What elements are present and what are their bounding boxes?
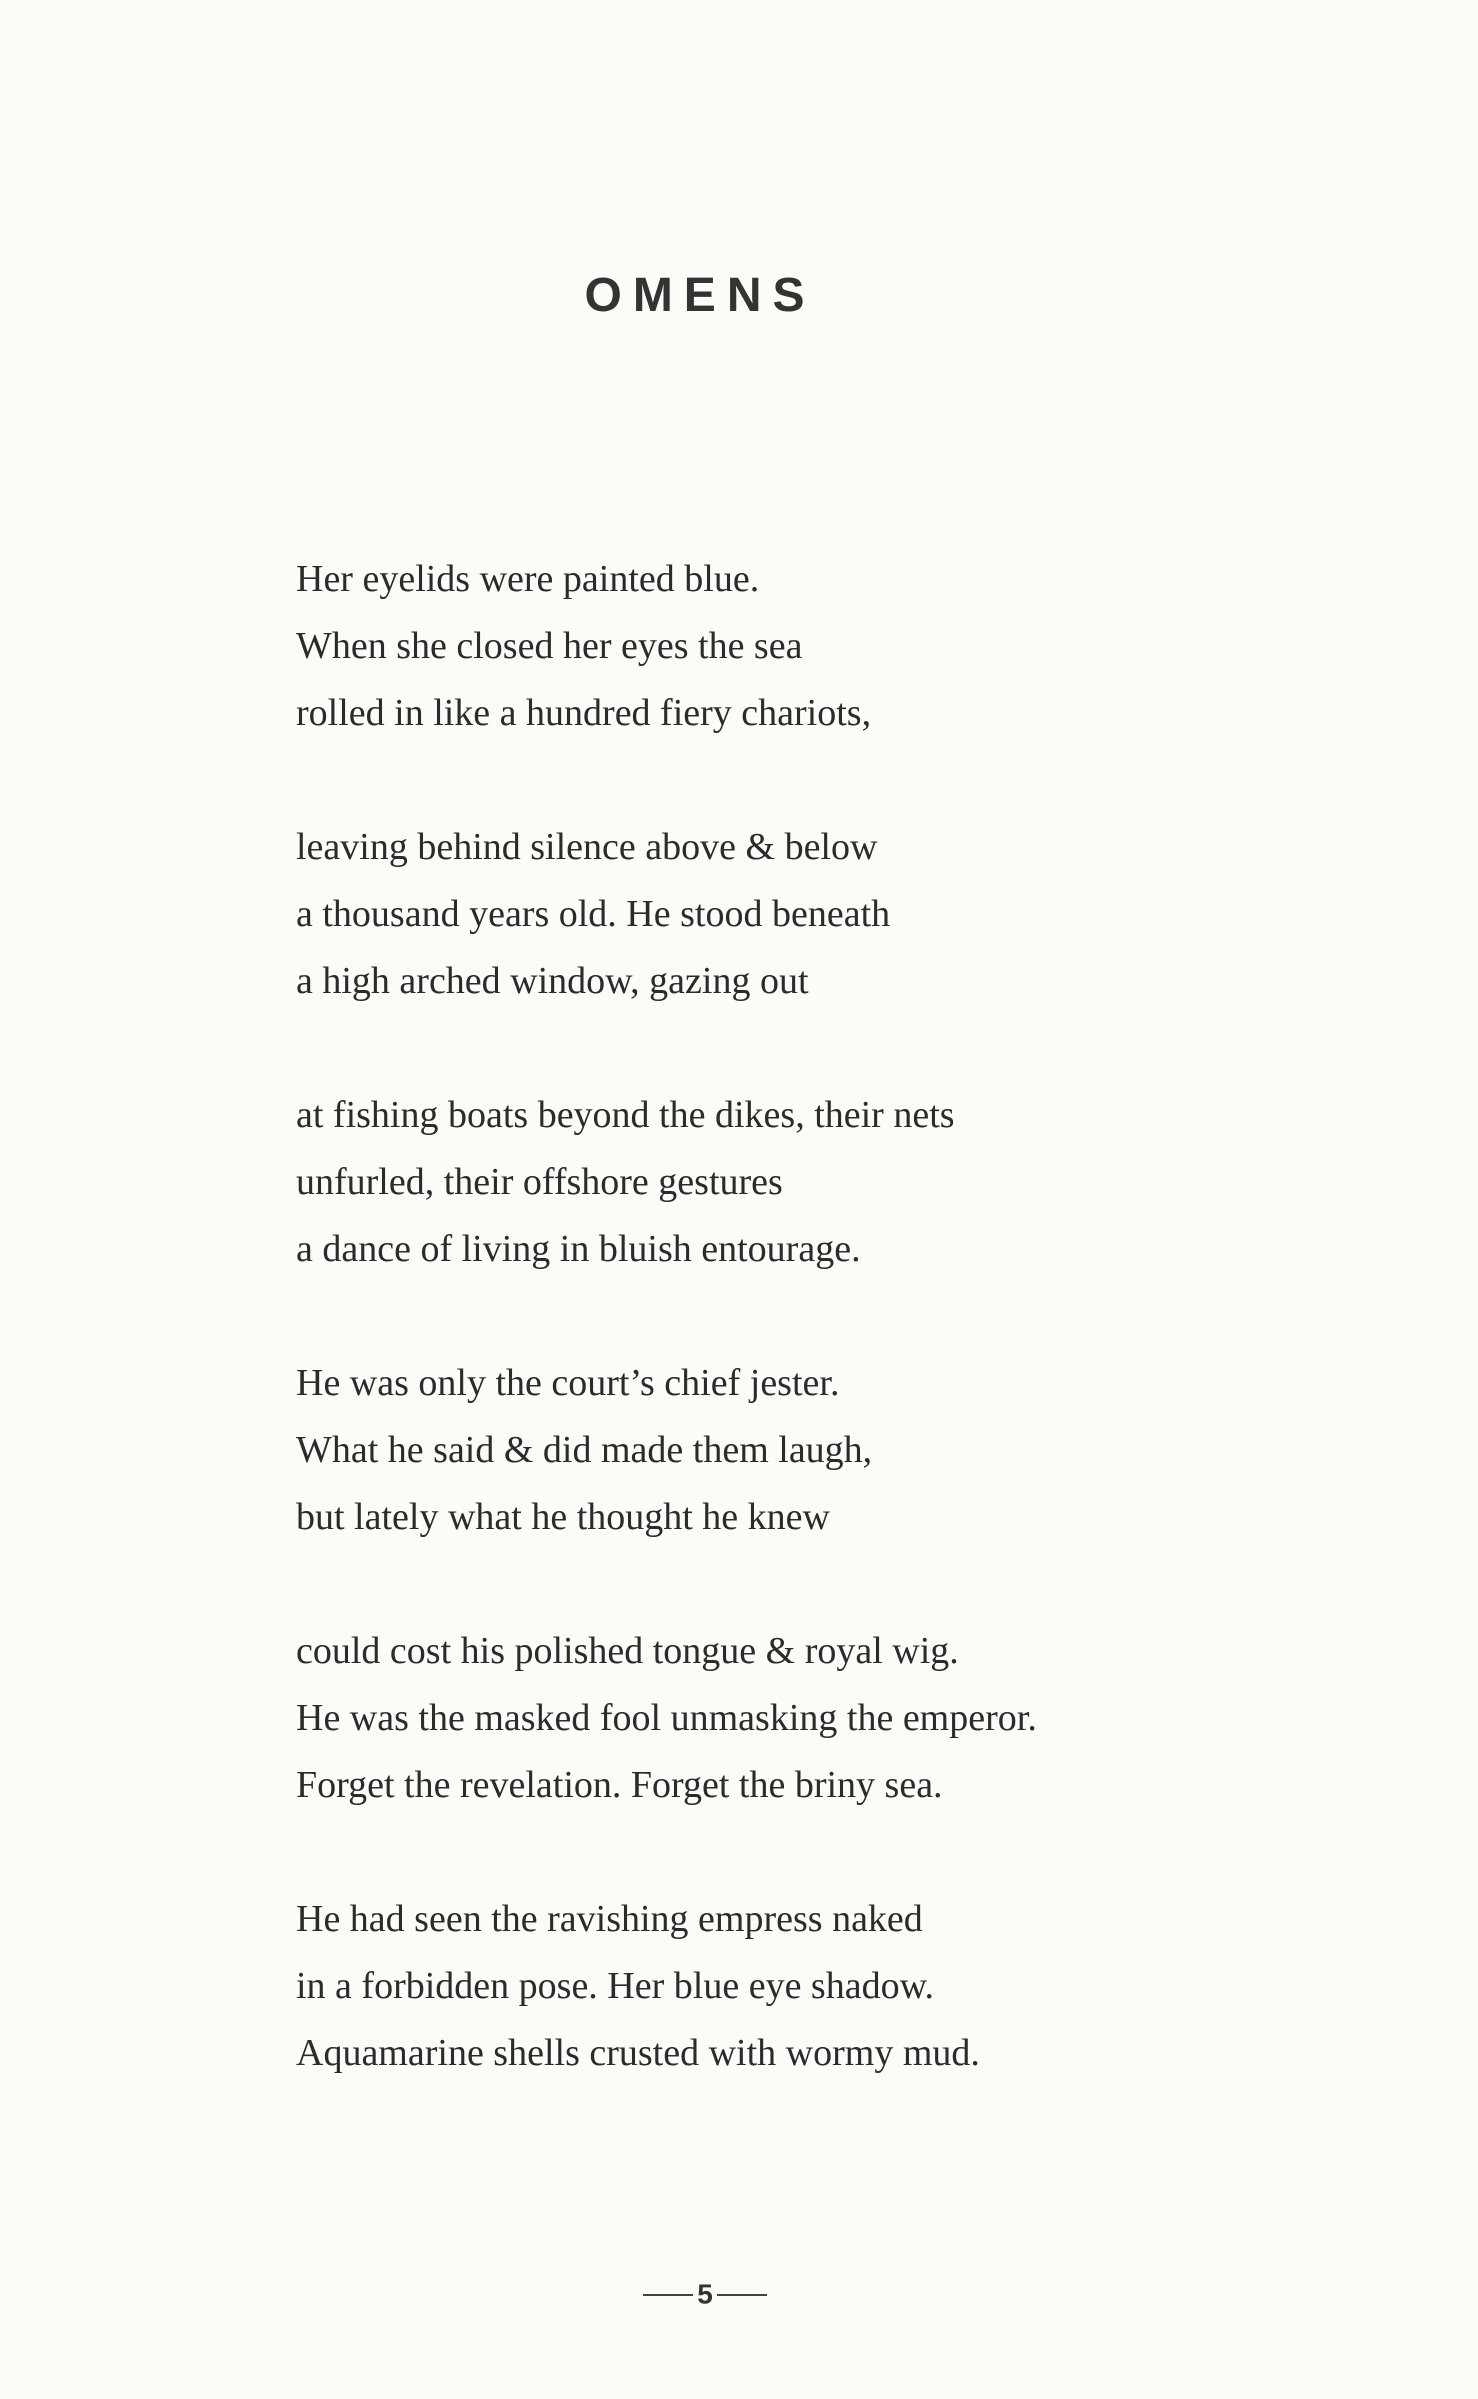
poem-line: in a forbidden pose. Her blue eye shadow.: [296, 1965, 935, 2007]
right-dash: [717, 2294, 767, 2296]
stanza-3: [296, 1082, 1296, 1283]
poem-line: a thousand years old. He stood beneath: [296, 893, 891, 935]
stanza-4: [296, 1350, 1296, 1551]
poem-line: a dance of living in bluish entourage.: [296, 1228, 861, 1270]
poem-line: could cost his polished tongue & royal wig.: [296, 1630, 959, 1672]
poem-title: OMENS: [584, 269, 816, 322]
page-number: 5: [697, 2278, 713, 2310]
poem-line: He was only the court’s chief jester.: [296, 1362, 840, 1404]
poem-line: Her eyelids were painted blue.: [296, 558, 760, 600]
poem-line: rolled in like a hundred fiery chariots,: [296, 692, 872, 734]
poem-line: but lately what he thought he knew: [296, 1496, 830, 1538]
page-footer: [0, 2277, 1410, 2311]
left-dash: [643, 2294, 693, 2296]
poem-line: Aquamarine shells crusted with wormy mud.: [296, 2032, 980, 2074]
poem-line: Forget the revelation. Forget the briny sea.: [296, 1764, 943, 1806]
poem-line: a high arched window, gazing out: [296, 960, 809, 1002]
poem-line: He had seen the ravishing empress naked: [296, 1898, 923, 1940]
stanza-1: [296, 546, 1296, 747]
poem-body: [296, 546, 1296, 2154]
stanza-6: [296, 1886, 1296, 2087]
poem-line: unfurled, their offshore gestures: [296, 1161, 783, 1203]
poem-line: leaving behind silence above & below: [296, 826, 878, 868]
stanza-2: [296, 814, 1296, 1015]
poem-line: What he said & did made them laugh,: [296, 1429, 873, 1471]
stanza-5: [296, 1618, 1296, 1819]
poem-line: When she closed her eyes the sea: [296, 625, 803, 667]
poem-line: at fishing boats beyond the dikes, their nets: [296, 1094, 955, 1136]
poem-line: He was the masked fool unmasking the emperor.: [296, 1697, 1037, 1739]
